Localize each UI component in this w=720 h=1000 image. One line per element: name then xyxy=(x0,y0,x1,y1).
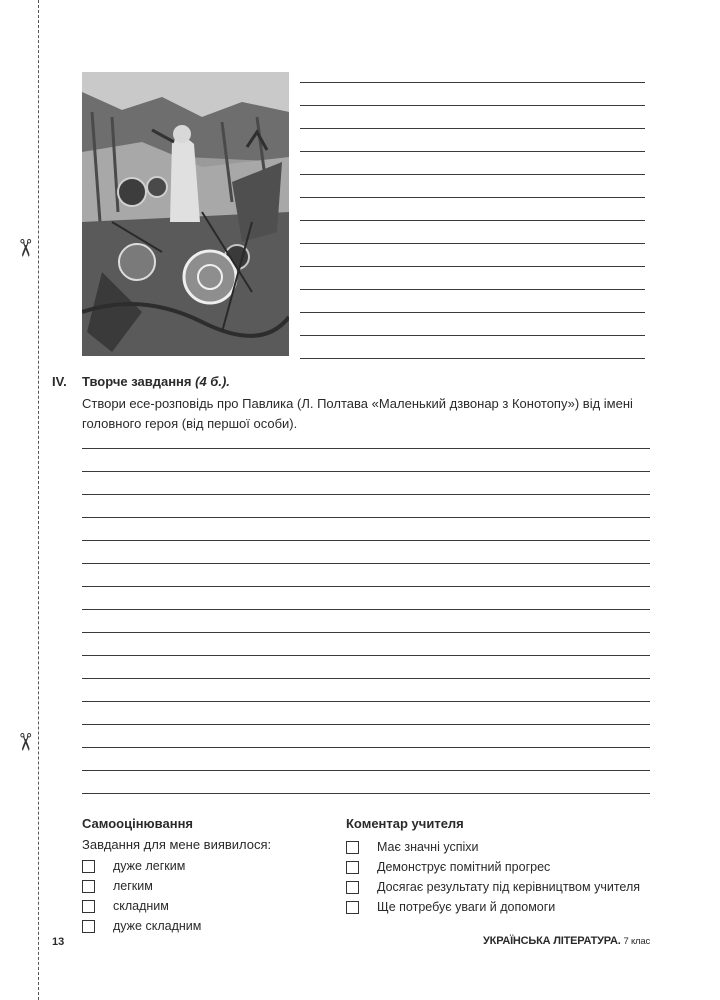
writing-line[interactable] xyxy=(82,563,650,564)
footer-title xyxy=(483,935,650,947)
writing-line[interactable] xyxy=(82,448,650,449)
writing-line[interactable] xyxy=(300,174,645,175)
writing-line[interactable] xyxy=(82,701,650,702)
self-assessment-subheading: Завдання для мене виявилося: xyxy=(82,837,272,852)
checkbox[interactable] xyxy=(82,920,95,933)
writing-line[interactable] xyxy=(300,105,645,106)
self-assessment-option[interactable] xyxy=(82,856,271,876)
writing-line[interactable] xyxy=(82,770,650,771)
footer-subject: УКРАЇНСЬКА ЛІТЕРАТУРА. xyxy=(483,935,621,947)
self-assessment xyxy=(82,816,271,936)
writing-line[interactable] xyxy=(300,128,645,129)
footer-grade: 7 клас xyxy=(623,936,650,947)
section-points: (4 б.). xyxy=(195,374,230,389)
page-number: 13 xyxy=(52,936,65,948)
option-label: легким xyxy=(113,879,153,893)
checkbox[interactable] xyxy=(82,900,95,913)
section-number: IV. xyxy=(52,374,67,389)
writing-line[interactable] xyxy=(300,82,645,83)
option-label: складним xyxy=(113,899,169,913)
writing-line[interactable] xyxy=(82,609,650,610)
checkbox[interactable] xyxy=(346,901,359,914)
writing-line[interactable] xyxy=(82,632,650,633)
checkbox[interactable] xyxy=(346,861,359,874)
writing-line[interactable] xyxy=(82,517,650,518)
writing-line[interactable] xyxy=(82,724,650,725)
teacher-comment-option[interactable] xyxy=(346,897,640,917)
checkbox[interactable] xyxy=(346,881,359,894)
checkbox[interactable] xyxy=(346,841,359,854)
writing-line[interactable] xyxy=(300,266,645,267)
writing-line[interactable] xyxy=(300,312,645,313)
teacher-comment-heading: Коментар учителя xyxy=(346,816,464,831)
writing-line[interactable] xyxy=(82,793,650,794)
writing-line[interactable] xyxy=(300,151,645,152)
teacher-comment-option[interactable] xyxy=(346,837,640,857)
option-label: дуже легким xyxy=(113,859,186,873)
cut-line xyxy=(38,0,39,1000)
section-title-text: Творче завдання xyxy=(82,374,192,389)
writing-line[interactable] xyxy=(300,197,645,198)
checkbox[interactable] xyxy=(82,880,95,893)
battle-illustration xyxy=(82,72,289,356)
writing-line[interactable] xyxy=(82,655,650,656)
battle-illustration-drawing xyxy=(82,72,289,356)
option-label: Має значні успіхи xyxy=(377,840,479,854)
writing-line[interactable] xyxy=(300,289,645,290)
checkbox[interactable] xyxy=(82,860,95,873)
self-assessment-option[interactable] xyxy=(82,896,271,916)
option-label: Демонструє помітний прогрес xyxy=(377,860,551,874)
section-title xyxy=(82,374,230,389)
task-prompt: Створи есе-розповідь про Павлика (Л. Полтава «Маленький дзвонар з Конотопу») від імені головного героя (від першої особи). xyxy=(82,396,633,431)
writing-line[interactable] xyxy=(82,540,650,541)
teacher-comment xyxy=(346,816,640,917)
scissors-icon: ✂ xyxy=(11,731,39,753)
option-label: дуже складним xyxy=(113,919,202,933)
writing-line[interactable] xyxy=(82,471,650,472)
self-assessment-option[interactable] xyxy=(82,876,271,896)
teacher-comment-option[interactable] xyxy=(346,877,640,897)
self-assessment-option[interactable] xyxy=(82,916,271,936)
scissors-icon: ✂ xyxy=(11,237,39,259)
teacher-comment-option[interactable] xyxy=(346,857,640,877)
self-assessment-heading: Самооцінювання xyxy=(82,816,194,831)
option-label: Досягає результату під керівництвом учителя xyxy=(377,880,641,894)
writing-line[interactable] xyxy=(300,220,645,221)
writing-line[interactable] xyxy=(82,494,650,495)
writing-line[interactable] xyxy=(300,335,645,336)
option-label: Ще потребує уваги й допомоги xyxy=(377,900,556,914)
writing-line[interactable] xyxy=(82,586,650,587)
writing-line[interactable] xyxy=(82,678,650,679)
writing-line[interactable] xyxy=(300,358,645,359)
writing-line[interactable] xyxy=(82,747,650,748)
writing-line[interactable] xyxy=(300,243,645,244)
